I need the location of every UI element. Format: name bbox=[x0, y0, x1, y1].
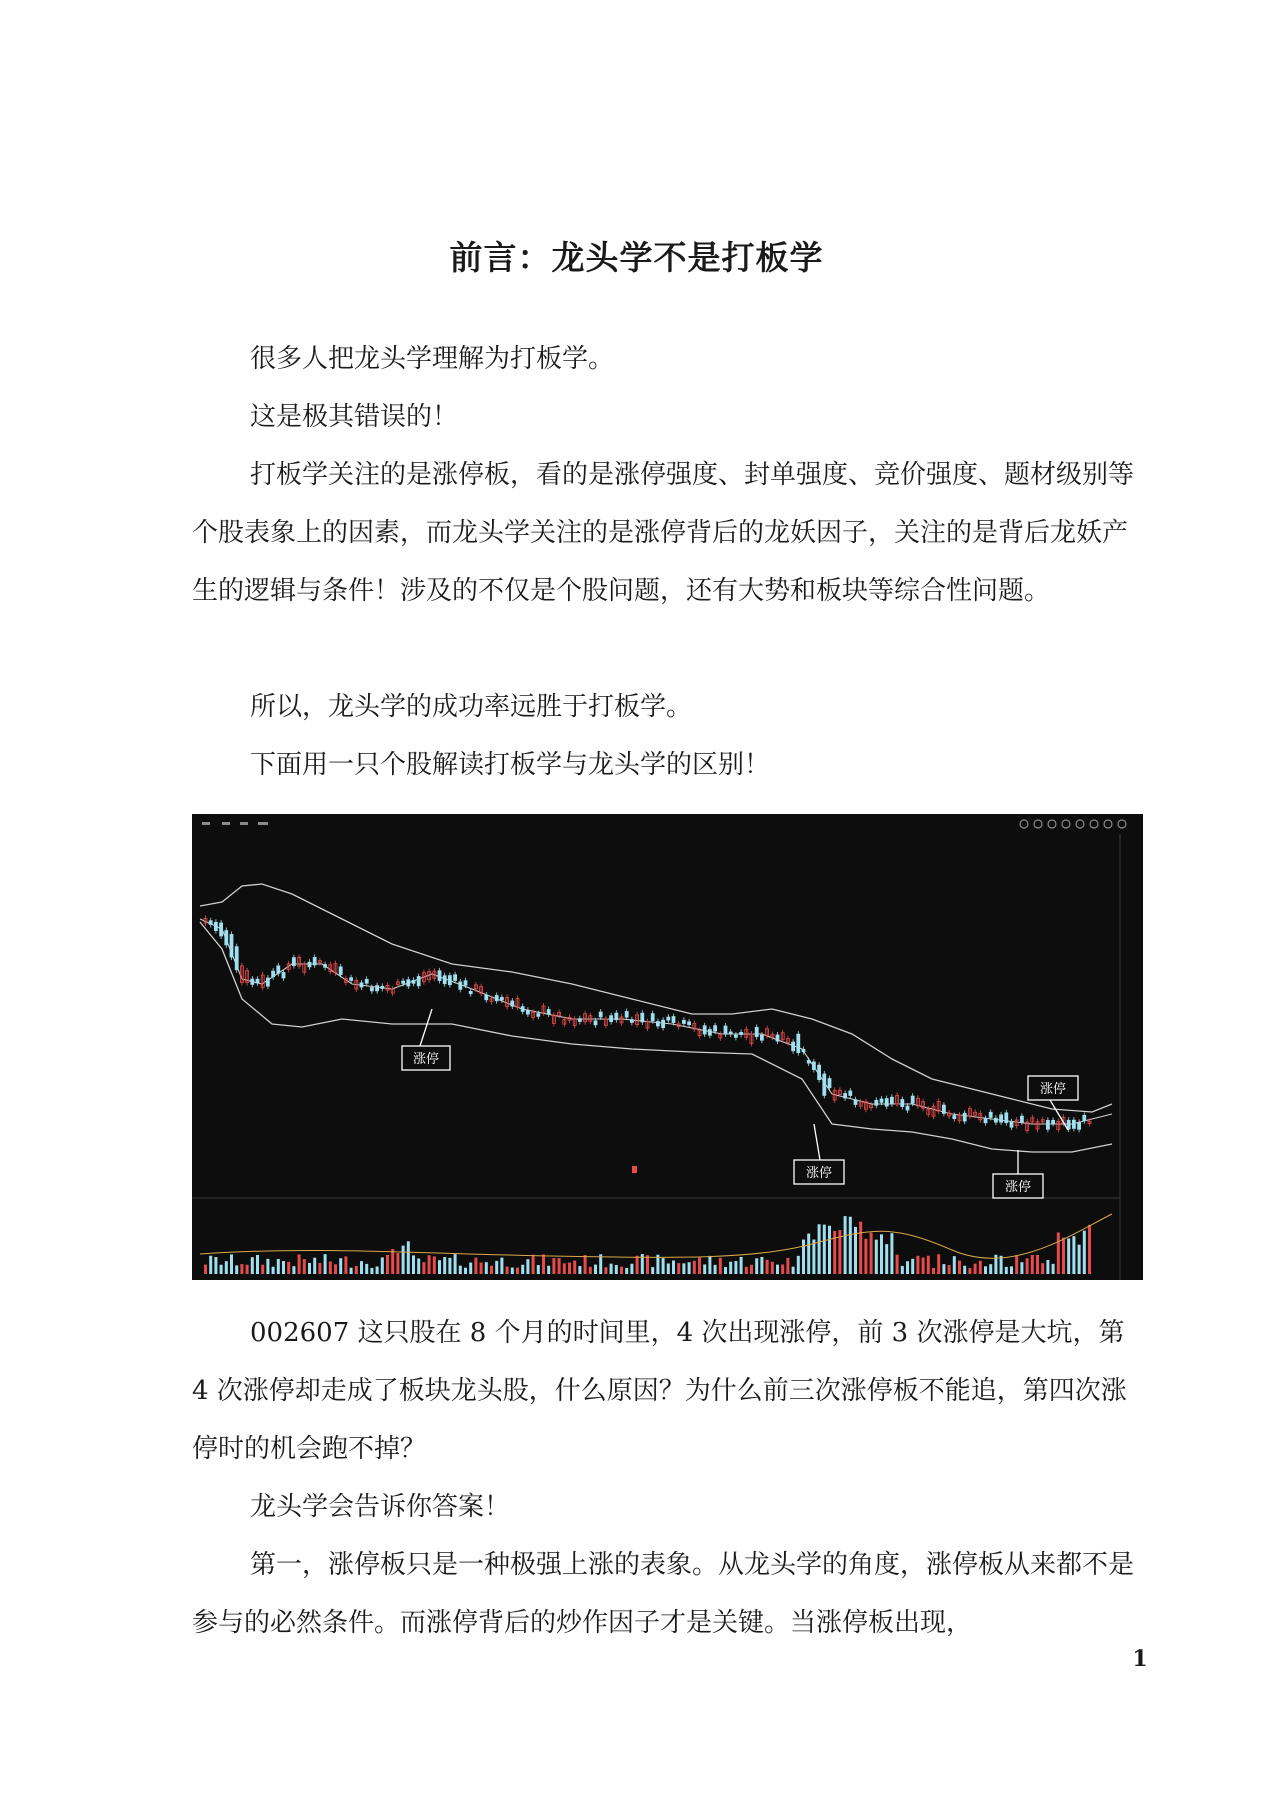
candle-body bbox=[703, 1026, 706, 1034]
volume-bar bbox=[240, 1264, 243, 1274]
candle-body bbox=[610, 1016, 613, 1022]
volume-bar bbox=[844, 1216, 847, 1274]
volume-bar bbox=[792, 1267, 795, 1274]
volume-bar bbox=[948, 1265, 951, 1274]
marker-dot bbox=[632, 1166, 637, 1173]
candle-body bbox=[1072, 1120, 1075, 1128]
volume-bar bbox=[220, 1265, 223, 1274]
candle-body bbox=[1078, 1122, 1081, 1129]
volume-bar bbox=[438, 1260, 441, 1274]
volume-bar bbox=[308, 1263, 311, 1274]
callout-label-2: 涨停 bbox=[805, 1166, 833, 1181]
stock-chart-figure bbox=[192, 814, 1143, 1280]
candle-body bbox=[407, 980, 410, 986]
volume-bar bbox=[693, 1261, 696, 1274]
volume-bar bbox=[214, 1257, 217, 1274]
volume-bar bbox=[422, 1262, 425, 1274]
volume-bar bbox=[246, 1265, 249, 1274]
volume-bar bbox=[261, 1265, 264, 1274]
candle-body bbox=[1000, 1115, 1003, 1122]
volume-bar bbox=[578, 1266, 581, 1274]
volume-bar bbox=[500, 1258, 503, 1274]
candle-body bbox=[953, 1116, 956, 1119]
volume-bar bbox=[464, 1268, 467, 1274]
candle-body bbox=[272, 971, 275, 977]
candle-body bbox=[485, 995, 488, 1000]
volume-bar bbox=[740, 1257, 743, 1274]
paragraph-3: 打板学关注的是涨停板，看的是涨停强度、封单强度、竞价强度、题材级别等个股表象上的因素，而龙头学关注的是涨停背后的龙妖因子，关注的是背后龙妖产生的逻辑与条件！涉及的不仅是个股问题，还有大势和板块等综合性问题。 bbox=[192, 460, 1135, 606]
volume-bar bbox=[1078, 1245, 1081, 1274]
volume-bar bbox=[1031, 1255, 1034, 1274]
volume-bar bbox=[875, 1240, 878, 1274]
volume-bar bbox=[256, 1255, 259, 1274]
volume-bar bbox=[1052, 1264, 1055, 1274]
volume-bar bbox=[698, 1258, 701, 1274]
candle-body bbox=[662, 1020, 665, 1027]
candle-body bbox=[235, 947, 238, 970]
volume-bar bbox=[672, 1261, 675, 1274]
volume-bar bbox=[334, 1264, 337, 1274]
chart-background bbox=[192, 814, 1143, 1280]
volume-bar bbox=[885, 1244, 888, 1274]
volume-bar bbox=[542, 1254, 545, 1274]
volume-bar bbox=[932, 1268, 935, 1274]
candle-body bbox=[464, 981, 467, 986]
volume-bar bbox=[1041, 1263, 1044, 1274]
volume-bar bbox=[859, 1222, 862, 1274]
candle-body bbox=[729, 1032, 732, 1034]
volume-bar bbox=[786, 1258, 789, 1274]
volume-bar bbox=[776, 1265, 779, 1274]
volume-bar bbox=[558, 1258, 561, 1274]
volume-bar bbox=[968, 1268, 971, 1274]
candle-body bbox=[724, 1026, 727, 1034]
candle-body bbox=[1005, 1113, 1008, 1123]
volume-bar bbox=[355, 1266, 358, 1274]
volume-bar bbox=[625, 1268, 628, 1274]
volume-bar bbox=[407, 1241, 410, 1274]
candle-body bbox=[963, 1113, 966, 1121]
candle-body bbox=[209, 921, 212, 925]
volume-bar bbox=[412, 1255, 415, 1274]
volume-bar bbox=[1015, 1255, 1018, 1274]
candle-body bbox=[797, 1034, 800, 1052]
volume-bar bbox=[1036, 1255, 1039, 1274]
volume-bar bbox=[662, 1258, 665, 1274]
volume-bar bbox=[1005, 1267, 1008, 1274]
volume-bar bbox=[849, 1217, 852, 1274]
volume-bar bbox=[568, 1263, 571, 1274]
volume-bar bbox=[443, 1257, 446, 1274]
volume-bar bbox=[329, 1261, 332, 1274]
candle-body bbox=[989, 1112, 992, 1117]
volume-bar bbox=[1072, 1236, 1075, 1274]
volume-bar bbox=[230, 1254, 233, 1274]
volume-bar bbox=[615, 1265, 618, 1274]
volume-bar bbox=[563, 1263, 566, 1274]
candle-body bbox=[256, 979, 259, 983]
volume-bar bbox=[303, 1259, 306, 1274]
volume-bar bbox=[594, 1265, 597, 1274]
volume-bar bbox=[480, 1262, 483, 1274]
volume-bar bbox=[688, 1262, 691, 1274]
candle-body bbox=[282, 972, 285, 978]
candle-body bbox=[594, 1021, 597, 1025]
volume-bar bbox=[823, 1225, 826, 1274]
candle-body bbox=[807, 1061, 810, 1064]
volume-bar bbox=[298, 1254, 301, 1274]
candle-body bbox=[266, 978, 269, 986]
volume-bar bbox=[802, 1240, 805, 1274]
candle-body bbox=[875, 1100, 878, 1105]
candle-body bbox=[360, 983, 363, 987]
candle-body bbox=[521, 1007, 524, 1012]
volume-bar bbox=[1062, 1238, 1065, 1274]
callout-label-1: 涨停 bbox=[412, 1052, 440, 1067]
volume-bar bbox=[724, 1267, 727, 1274]
volume-bar bbox=[537, 1265, 540, 1274]
volume-bar bbox=[745, 1267, 748, 1274]
volume-bar bbox=[360, 1261, 363, 1274]
volume-bar bbox=[922, 1257, 925, 1274]
volume-bar bbox=[433, 1256, 436, 1274]
volume-bar bbox=[396, 1253, 399, 1274]
volume-bar bbox=[516, 1268, 519, 1274]
volume-bar bbox=[896, 1255, 899, 1274]
volume-bar bbox=[386, 1255, 389, 1274]
volume-bar bbox=[506, 1267, 509, 1274]
volume-bar bbox=[942, 1264, 945, 1274]
candle-body bbox=[656, 1022, 659, 1026]
volume-bar bbox=[532, 1255, 535, 1274]
candle-body bbox=[495, 996, 498, 1001]
volume-bar bbox=[313, 1258, 316, 1274]
volume-bar bbox=[833, 1231, 836, 1274]
candle-body bbox=[615, 1013, 618, 1020]
volume-bar bbox=[1020, 1262, 1023, 1274]
volume-bar bbox=[287, 1262, 290, 1274]
candle-body bbox=[469, 991, 472, 993]
volume-bar bbox=[651, 1267, 654, 1274]
volume-bar bbox=[235, 1265, 238, 1274]
candle-body bbox=[526, 1010, 529, 1014]
volume-bar bbox=[428, 1255, 431, 1274]
volume-bar bbox=[391, 1249, 394, 1274]
volume-bar bbox=[714, 1265, 717, 1274]
volume-bar bbox=[677, 1263, 680, 1274]
candle-body bbox=[844, 1094, 847, 1098]
stock-chart-svg bbox=[192, 814, 1143, 1280]
candle-body bbox=[885, 1099, 888, 1106]
candle-body bbox=[714, 1026, 717, 1031]
volume-bar bbox=[937, 1254, 940, 1274]
volume-bar bbox=[1057, 1232, 1060, 1274]
volume-bar bbox=[682, 1263, 685, 1274]
candle-body bbox=[220, 923, 223, 936]
paragraph-8: 第一，涨停板只是一种极强上涨的表象。从龙头学的角度，涨停板从来都不是参与的必然条件。而涨停背后的炒作因子才是关键。当涨停板出现， bbox=[192, 1550, 1135, 1638]
candle-body bbox=[313, 957, 316, 964]
volume-bar bbox=[636, 1256, 639, 1274]
candle-body bbox=[350, 978, 353, 981]
candle-body bbox=[708, 1030, 711, 1036]
volume-bar bbox=[1088, 1225, 1091, 1274]
paragraph-5: 下面用一只个股解读打板学与龙头学的区别！ bbox=[250, 750, 771, 780]
candle-body bbox=[547, 1010, 550, 1015]
volume-bar bbox=[277, 1259, 280, 1274]
volume-bar bbox=[402, 1246, 405, 1274]
volume-bar bbox=[469, 1263, 472, 1274]
volume-bar bbox=[953, 1256, 956, 1274]
volume-bar bbox=[1000, 1256, 1003, 1274]
paragraph-1: 很多人把龙头学理解为打板学。 bbox=[250, 344, 615, 374]
volume-bar bbox=[1010, 1266, 1013, 1274]
volume-bar bbox=[807, 1234, 810, 1274]
volume-bar bbox=[589, 1267, 592, 1274]
volume-bar bbox=[272, 1267, 275, 1274]
volume-bar bbox=[630, 1264, 633, 1274]
volume-bar bbox=[526, 1259, 529, 1274]
paragraph-2: 这是极其错误的！ bbox=[250, 402, 459, 432]
volume-bar bbox=[870, 1233, 873, 1274]
volume-bar bbox=[417, 1259, 420, 1274]
volume-bar bbox=[864, 1239, 867, 1274]
volume-bar bbox=[495, 1261, 498, 1274]
candle-body bbox=[984, 1118, 987, 1122]
volume-bar bbox=[781, 1265, 784, 1274]
volume-bar bbox=[324, 1254, 327, 1274]
paragraph-7: 龙头学会告诉你答案！ bbox=[250, 1492, 511, 1522]
candle-body bbox=[376, 986, 379, 991]
candle-body bbox=[818, 1065, 821, 1079]
candle-body bbox=[734, 1035, 737, 1037]
volume-bar bbox=[890, 1233, 893, 1274]
volume-bar bbox=[963, 1266, 966, 1274]
volume-bar bbox=[490, 1266, 493, 1274]
candle-body bbox=[599, 1012, 602, 1017]
candle-body bbox=[911, 1096, 914, 1103]
volume-bar bbox=[719, 1258, 722, 1274]
candle-body bbox=[448, 976, 451, 985]
candle-body bbox=[901, 1100, 904, 1107]
candle-body bbox=[225, 931, 228, 945]
candle-body bbox=[214, 922, 217, 930]
candle-body bbox=[776, 1035, 779, 1041]
volume-bar bbox=[984, 1266, 987, 1274]
volume-bar bbox=[344, 1256, 347, 1274]
volume-bar bbox=[797, 1256, 800, 1274]
candle-body bbox=[854, 1100, 857, 1105]
candle-body bbox=[412, 980, 415, 983]
candle-body bbox=[812, 1062, 815, 1070]
volume-bar bbox=[318, 1263, 321, 1274]
candle-body bbox=[828, 1079, 831, 1088]
volume-bar bbox=[584, 1255, 587, 1274]
volume-bar bbox=[880, 1234, 883, 1274]
candle-body bbox=[370, 988, 373, 991]
paragraph-4: 所以，龙头学的成功率远胜于打板学。 bbox=[250, 692, 693, 722]
volume-bar bbox=[703, 1264, 706, 1274]
candle-body bbox=[792, 1042, 795, 1051]
candle-body bbox=[1020, 1116, 1023, 1122]
volume-bar bbox=[266, 1259, 269, 1274]
candle-body bbox=[672, 1017, 675, 1023]
volume-bar bbox=[1026, 1258, 1029, 1274]
candle-body bbox=[454, 975, 457, 981]
volume-bar bbox=[511, 1268, 514, 1274]
volume-bar bbox=[750, 1265, 753, 1274]
candle-body bbox=[1052, 1120, 1055, 1123]
volume-bar bbox=[958, 1261, 961, 1274]
callout-label-3: 涨停 bbox=[1004, 1180, 1032, 1195]
volume-bar bbox=[911, 1259, 914, 1274]
volume-bar bbox=[376, 1266, 379, 1274]
candle-body bbox=[880, 1099, 883, 1102]
candle-body bbox=[578, 1019, 581, 1022]
volume-bar bbox=[979, 1261, 982, 1274]
candle-body bbox=[994, 1118, 997, 1122]
candle-body bbox=[942, 1105, 945, 1113]
paragraph-6: 002607 这只股在 8 个月的时间里，4 次出现涨停，前 3 次涨停是大坑，第 4 次涨停却走成了板块龙头股，什么原因？为什么前三次涨停板不能追，第四次涨停时的机会跑不掉？ bbox=[192, 1318, 1127, 1464]
volume-bar bbox=[729, 1262, 732, 1274]
candle-body bbox=[906, 1106, 909, 1110]
candle-body bbox=[417, 977, 420, 986]
volume-bar bbox=[708, 1256, 711, 1274]
candle-body bbox=[823, 1074, 826, 1095]
candle-body bbox=[537, 1014, 540, 1017]
volume-bar bbox=[521, 1265, 524, 1274]
candle-body bbox=[324, 965, 327, 968]
candle-body bbox=[755, 1027, 758, 1036]
volume-bar bbox=[1046, 1260, 1049, 1274]
volume-bar bbox=[901, 1266, 904, 1274]
volume-bar bbox=[1067, 1238, 1070, 1274]
volume-bar bbox=[620, 1267, 623, 1274]
candle-body bbox=[630, 1020, 633, 1023]
volume-bar bbox=[365, 1264, 368, 1274]
candle-body bbox=[402, 981, 405, 983]
candle-body bbox=[760, 1035, 763, 1040]
volume-bar bbox=[448, 1258, 451, 1274]
volume-bar bbox=[204, 1265, 207, 1274]
volume-bar bbox=[454, 1254, 457, 1274]
candle-body bbox=[1083, 1115, 1086, 1120]
volume-bar bbox=[292, 1266, 295, 1274]
volume-bar bbox=[552, 1258, 555, 1274]
candle-body bbox=[230, 934, 233, 957]
candle-body bbox=[802, 1049, 805, 1051]
volume-bar bbox=[828, 1226, 831, 1274]
volume-bar bbox=[667, 1263, 670, 1274]
volume-bar bbox=[485, 1262, 488, 1274]
callout-label-4: 涨停 bbox=[1039, 1082, 1067, 1097]
volume-bar bbox=[974, 1264, 977, 1274]
candle-body bbox=[740, 1032, 743, 1034]
page-title: 前言：龙头学不是打板学 bbox=[449, 238, 824, 278]
volume-bar bbox=[1083, 1231, 1086, 1274]
volume-bar bbox=[209, 1256, 212, 1274]
volume-bar bbox=[989, 1264, 992, 1274]
candle-body bbox=[1046, 1120, 1049, 1129]
candle-body bbox=[625, 1011, 628, 1017]
candle-body bbox=[667, 1017, 670, 1020]
candle-body bbox=[890, 1097, 893, 1104]
volume-bar bbox=[339, 1258, 342, 1274]
volume-bar bbox=[573, 1261, 576, 1274]
candle-body bbox=[1067, 1120, 1070, 1129]
candle-body bbox=[339, 967, 342, 975]
volume-bar bbox=[350, 1268, 353, 1274]
candle-body bbox=[308, 962, 311, 967]
volume-bar bbox=[547, 1266, 550, 1274]
volume-bar bbox=[916, 1256, 919, 1274]
volume-bar bbox=[370, 1268, 373, 1274]
volume-bar bbox=[818, 1224, 821, 1274]
volume-bar bbox=[599, 1254, 602, 1274]
candle-body bbox=[641, 1013, 644, 1022]
candle-body bbox=[365, 979, 368, 983]
volume-bar bbox=[251, 1257, 254, 1274]
volume-bar bbox=[812, 1240, 815, 1274]
volume-bar bbox=[927, 1256, 930, 1274]
volume-bar bbox=[381, 1257, 384, 1274]
volume-bar bbox=[906, 1261, 909, 1274]
volume-bar bbox=[474, 1258, 477, 1274]
volume-bar bbox=[225, 1261, 228, 1274]
volume-bar bbox=[760, 1257, 763, 1274]
candle-body bbox=[292, 958, 295, 966]
volume-bar bbox=[734, 1261, 737, 1274]
candle-body bbox=[459, 982, 462, 989]
candle-body bbox=[688, 1022, 691, 1025]
volume-bar bbox=[755, 1258, 758, 1274]
candle-body bbox=[277, 966, 280, 973]
volume-bar bbox=[459, 1266, 462, 1274]
candle-body bbox=[500, 997, 503, 999]
volume-bar bbox=[766, 1260, 769, 1274]
volume-bar bbox=[282, 1261, 285, 1274]
candle-body bbox=[511, 1001, 514, 1006]
page-number: 1 bbox=[1132, 1646, 1148, 1672]
candle-body bbox=[251, 979, 254, 984]
candle-body bbox=[682, 1020, 685, 1023]
candle-body bbox=[849, 1091, 852, 1096]
candle-body bbox=[438, 971, 441, 981]
volume-bar bbox=[610, 1264, 613, 1274]
candle-body bbox=[443, 976, 446, 984]
candle-body bbox=[1010, 1122, 1013, 1127]
volume-bar bbox=[646, 1255, 649, 1274]
candle-body bbox=[381, 986, 384, 988]
volume-bar bbox=[771, 1262, 774, 1274]
volume-bar bbox=[604, 1267, 607, 1274]
candle-body bbox=[651, 1014, 654, 1021]
